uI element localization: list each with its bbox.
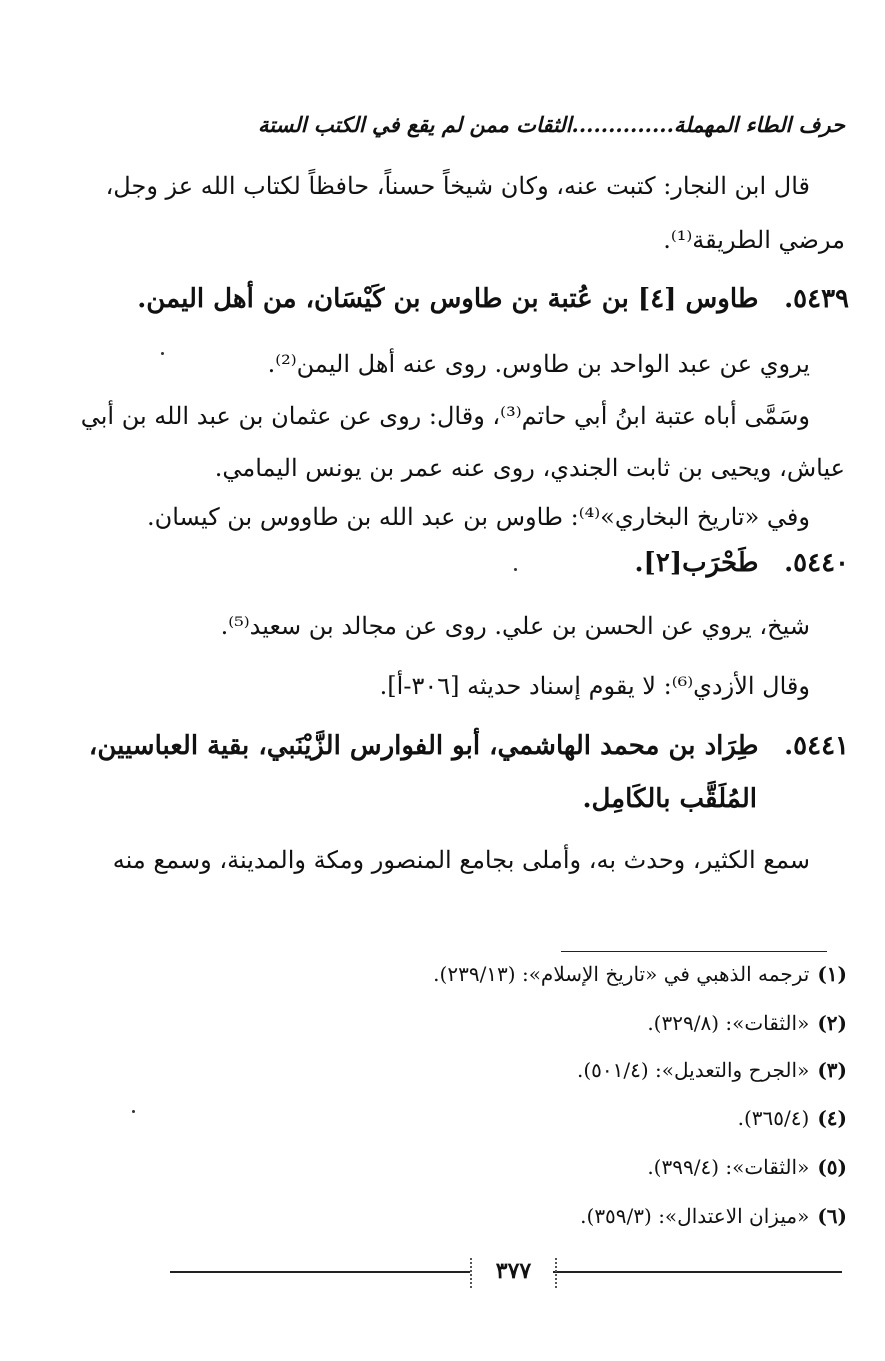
page-number: ٣٧٧: [470, 1258, 557, 1288]
body-line: وفي «تاريخ البخاري»⁽⁴⁾: طاوس بن عبد الله بن طاووس بن كيسان.: [146, 503, 810, 531]
footnote: (٢)«الثقات»: (٣٢٩/٨).: [647, 1011, 847, 1035]
entry-title: طَحْرَب[٢].: [634, 548, 759, 578]
body-line: شيخ، يروي عن الحسن بن علي. روى عن مجالد بن سعيد⁽⁵⁾.: [220, 612, 810, 640]
footnote: (٤)(٣٦٥/٤).: [737, 1106, 847, 1130]
footnote: (١)ترجمه الذهبي في «تاريخ الإسلام»: (٢٣٩/١٣).: [433, 962, 847, 986]
body-line: وسَمَّى أباه عتبة ابنُ أبي حاتم⁽³⁾، وقال: روى عن عثمان بن عبد الله بن أبي: [80, 402, 810, 430]
entry-title-continued: المُلَقَّب بالكَامِل.: [582, 784, 757, 814]
entry-heading: [168, 548, 849, 578]
footer-rule-right: [553, 1271, 842, 1273]
scan-speck: [132, 1110, 135, 1113]
entry-number: ٥٤٤١.: [784, 731, 849, 761]
entry-title: طِرَاد بن محمد الهاشمي، أبو الفوارس الزَّيْنَبي، بقية العباسيين،: [88, 731, 759, 761]
body-line: عياش، ويحيى بن ثابت الجندي، روى عنه عمر بن يونس اليمامي.: [214, 454, 845, 482]
body-line: يروي عن عبد الواحد بن طاوس. روى عنه أهل اليمن⁽²⁾.: [267, 350, 810, 378]
footnote: (٥)«الثقات»: (٣٩٩/٤).: [647, 1155, 847, 1179]
footnote-separator: [561, 951, 827, 952]
body-line: سمع الكثير، وحدث به، وأملى بجامع المنصور ومكة والمدينة، وسمع منه: [112, 846, 810, 874]
body-line: وقال الأزدي⁽⁶⁾: لا يقوم إسناد حديثه [٣٠٦-أ].: [379, 672, 810, 700]
scan-speck: [514, 568, 517, 571]
entry-number: ٥٤٣٩.: [784, 284, 849, 314]
entry-heading: [137, 284, 849, 314]
scan-speck: [161, 352, 164, 355]
footnote: (٣)«الجرح والتعديل»: (٥٠١/٤).: [576, 1058, 847, 1082]
entry-number: ٥٤٤٠.: [784, 548, 849, 578]
running-header: حرف الطاء المهملة..............الثقات ممن لم يقع في الكتب الستة: [258, 112, 845, 137]
body-line: قال ابن النجار: كتبت عنه، وكان شيخاً حسناً، حافظاً لكتاب الله عز وجل،: [105, 172, 810, 200]
body-line: مرضي الطريقة⁽¹⁾.: [663, 226, 845, 254]
entry-title: طاوس [٤] بن عُتبة بن طاوس بن كَيْسَان، من أهل اليمن.: [137, 284, 759, 314]
footnote: (٦)«ميزان الاعتدال»: (٣٥٩/٣).: [580, 1204, 847, 1228]
entry-heading: [88, 731, 849, 761]
footer-rule-left: [170, 1271, 470, 1273]
